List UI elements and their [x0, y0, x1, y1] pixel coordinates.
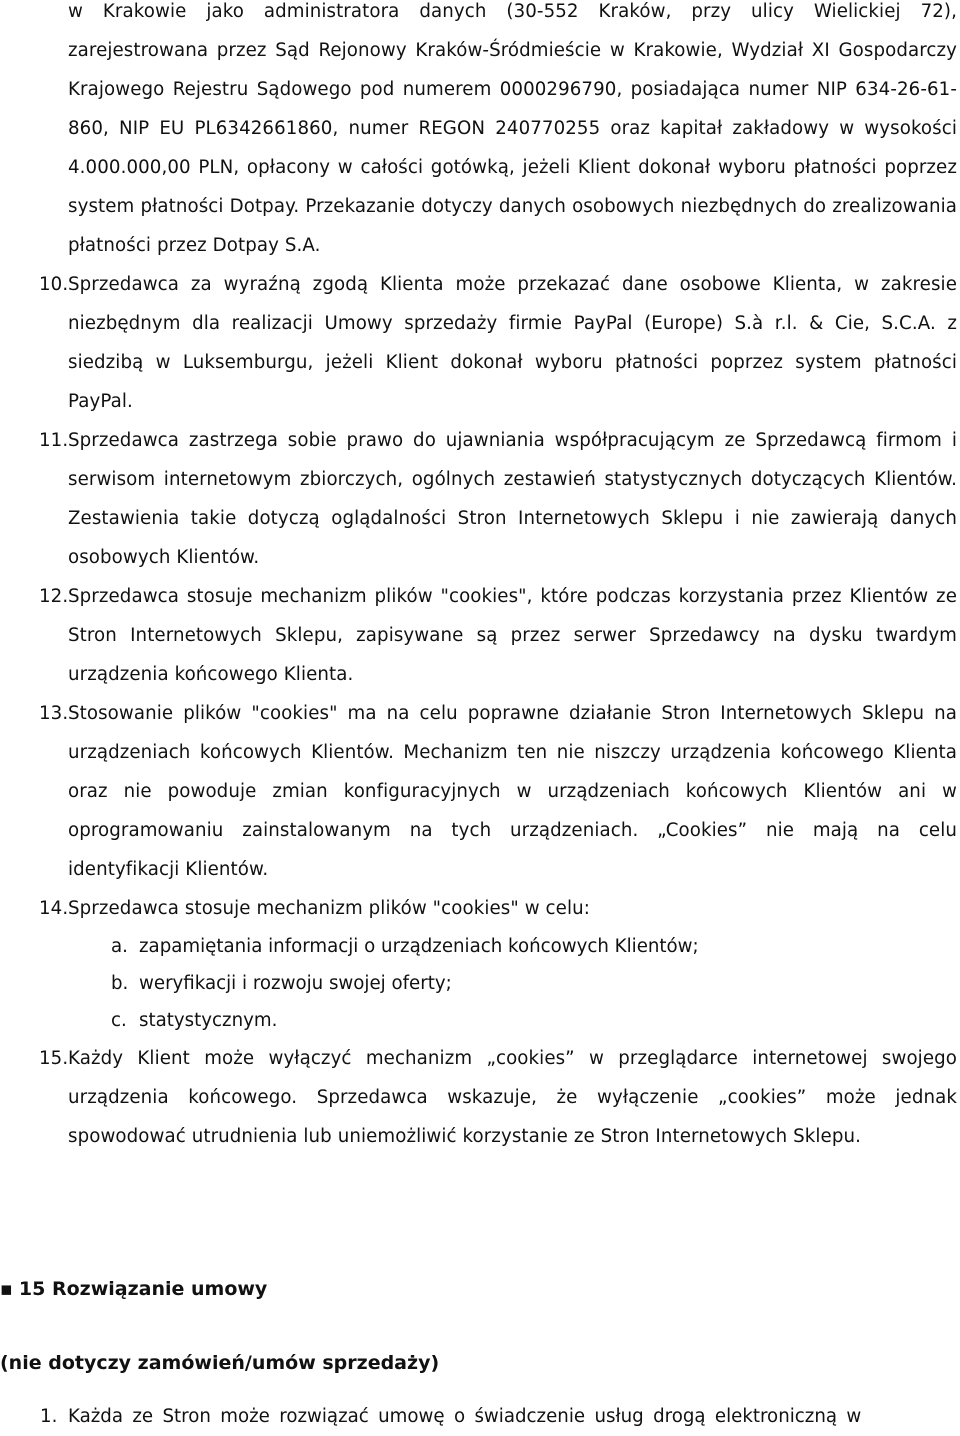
list-letter: c.	[111, 1010, 127, 1031]
paragraph-number: 10.	[39, 274, 69, 295]
paragraph-number: 1.	[40, 1406, 58, 1427]
paragraph-11	[0, 421, 960, 577]
list-letter: b.	[111, 973, 129, 994]
paragraph-9-continuation	[0, 0, 960, 265]
paragraph-text: Stosowanie plików "cookies" ma na celu poprawne działanie Stron Internetowych Sklepu na urządzeniach końcowych Klientów. Mechanizm ten nie niszczy urządzenia końcowego Klienta oraz nie powoduje zmian konfiguracyjnych w urządzeniach końcowych Klientów ani w oprogramowaniu zainstalowanym na tych urządzeniach. „Cookies” nie mają na celu identyfikacji Klientów.	[68, 703, 957, 880]
list-letter: a.	[111, 936, 128, 957]
paragraph-15	[0, 1039, 960, 1156]
list-text: zapamiętania informacji o urządzeniach końcowych Klientów;	[139, 936, 699, 957]
paragraph-text: Sprzedawca stosuje mechanizm plików "cookies", które podczas korzystania przez Klientów ze Stron Internetowych Sklepu, zapisywane są przez serwer Sprzedawcy na dysku twardym urządzenia końcowego Klienta.	[68, 586, 957, 685]
paragraph-13	[0, 694, 960, 889]
paragraph-number: 14.	[39, 898, 69, 919]
list-text: weryfikacji i rozwoju swojej oferty;	[139, 973, 452, 994]
paragraph-number: 12.	[39, 586, 69, 607]
paragraph-number: 13.	[39, 703, 69, 724]
list-text: statystycznym.	[139, 1010, 278, 1031]
paragraph-text: Każda ze Stron może rozwiązać umowę o świadczenie usług drogą elektroniczną w	[68, 1406, 862, 1427]
paragraph-text: Sprzedawca za wyraźną zgodą Klienta może przekazać dane osobowe Klienta, w zakresie niezbędnym dla realizacji Umowy sprzedaży firmie PayPal (Europe) S.à r.l. & Cie, S.C.A. z siedzibą w Luksemburgu, jeżeli Klient dokonał wyboru płatności poprzez system płatności PayPal.	[68, 274, 957, 412]
list-item-b	[0, 965, 960, 1002]
section-heading	[0, 1277, 267, 1301]
list-item-c	[0, 1002, 960, 1039]
section-title: 15 Rozwiązanie umowy	[18, 1278, 268, 1300]
paragraph-number: 15.	[39, 1048, 69, 1069]
paragraph-text: Sprzedawca zastrzega sobie prawo do ujawniania współpracującym ze Sprzedawcą firmom i serwisom internetowym zbiorczych, ogólnych zestawień statystycznych dotyczących Klientów. Zestawienia takie dotyczą oglądalności Stron Internetowych Sklepu i nie zawierają danych osobowych Klientów.	[68, 430, 957, 568]
section-subheading: (nie dotyczy zamówień/umów sprzedaży)	[0, 1352, 440, 1374]
paragraph-text: Sprzedawca stosuje mechanizm plików "cookies" w celu:	[68, 898, 590, 919]
paragraph-text: w Krakowie jako administratora danych (30-552 Kraków, przy ulicy Wielickiej 72), zarejestrowana przez Sąd Rejonowy Kraków-Śródmieście w Krakowie, Wydział XI Gospodarczy Krajowego Rejestru Sądowego pod numerem 0000296790, posiadająca numer NIP 634-26-61-860, NIP EU PL6342661860, numer REGON 240770255 oraz kapitał zakładowy w wysokości 4.000.000,00 PLN, opłacony w całości gotówką, jeżeli Klient dokonał wyboru płatności poprzez system płatności Dotpay. Przekazanie dotyczy danych osobowych niezbędnych do zrealizowania płatności przez Dotpay S.A.	[68, 1, 957, 256]
paragraph-14	[0, 889, 960, 928]
paragraph-number: 11.	[39, 430, 69, 451]
list-item-a	[0, 928, 960, 965]
paragraph-12	[0, 577, 960, 694]
paragraph-text: Każdy Klient może wyłączyć mechanizm „cookies” w przeglądarce internetowej swojego urządzenia końcowego. Sprzedawca wskazuje, że wyłączenie „cookies” może jednak spowodować utrudnienia lub uniemożliwić korzystanie ze Stron Internetowych Sklepu.	[68, 1048, 957, 1147]
bullet-marker: ▪	[0, 1278, 13, 1300]
paragraph-10	[0, 265, 960, 421]
